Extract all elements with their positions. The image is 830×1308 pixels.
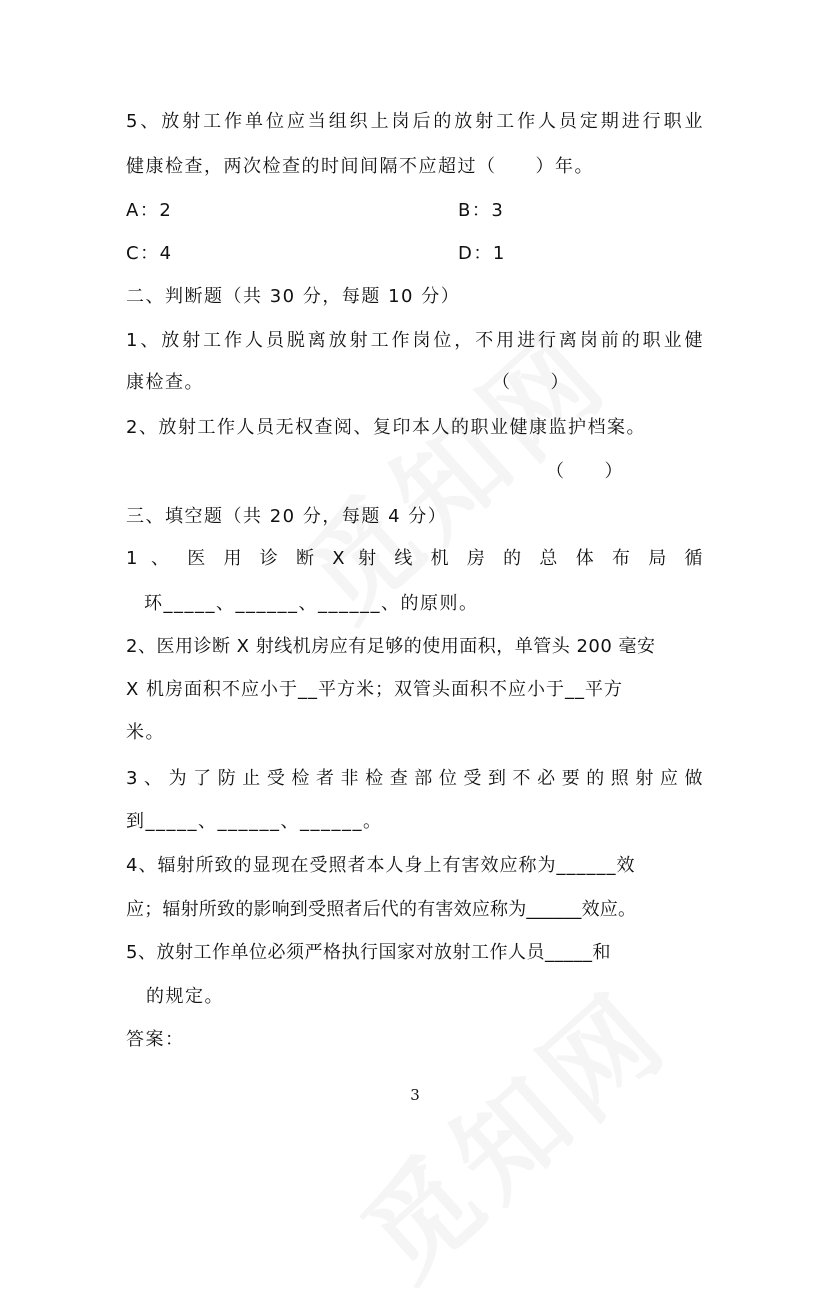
judge-question-2-answer-blank: （ ）: [546, 461, 624, 482]
section-2-heading: 二、判断题（共 30 分，每题 10 分）: [126, 286, 461, 307]
fill-question-4-line-2: 应；辐射所致的影响到受照者后代的有害效应称为______效应。: [126, 899, 637, 920]
option-b: B：3: [458, 200, 505, 221]
fill-question-2-line-1: 2、医用诊断 X 射线机房应有足够的使用面积，单管头 200 毫安: [126, 636, 656, 657]
fill-question-5-line-2: 的规定。: [146, 986, 224, 1007]
fill-question-2-line-2: X 机房面积不应小于__平方米；双管头面积不应小于__平方: [126, 679, 624, 700]
judge-question-1-answer-blank: （ ）: [492, 372, 570, 393]
judge-question-1-line-1: 1、放射工作人员脱离放射工作岗位，不用进行离岗前的职业健: [126, 330, 704, 351]
option-d: D：1: [458, 243, 506, 264]
fill-question-5-line-1: 5、放射工作单位必须严格执行国家对放射工作人员_____和: [126, 942, 611, 963]
option-a: A：2: [126, 200, 173, 221]
fill-question-1-line-2: 环_____、______、______、的原则。: [144, 593, 479, 614]
judge-question-2-line-1: 2、放射工作人员无权查阅、复印本人的职业健康监护档案。: [126, 417, 646, 438]
answer-label: 答案：: [126, 1029, 185, 1050]
fill-question-3-line-1: 3、为了防止受检者非检查部位受到不必要的照射应做: [126, 768, 704, 789]
page-number: 3: [410, 1086, 420, 1104]
fill-question-4-line-1: 4、辐射所致的显现在受照者本人身上有害效应称为______效: [126, 855, 636, 876]
watermark: [323, 950, 696, 1308]
option-c: C：4: [126, 243, 173, 264]
judge-question-1-line-2: 康检查。: [126, 372, 204, 393]
fill-question-1-line-1: 1 、 医 用 诊 断 X 射 线 机 房 的 总 体 布 局 循: [126, 548, 704, 569]
question-5-line-2: 健康检查，两次检查的时间间隔不应超过（ ）年。: [126, 156, 594, 177]
question-5-line-1: 5、放射工作单位应当组织上岗后的放射工作人员定期进行职业: [126, 111, 704, 132]
section-3-heading: 三、填空题（共 20 分，每题 4 分）: [126, 506, 448, 527]
fill-question-2-line-3: 米。: [126, 722, 165, 743]
fill-question-3-line-2: 到_____、______、______。: [126, 811, 383, 832]
